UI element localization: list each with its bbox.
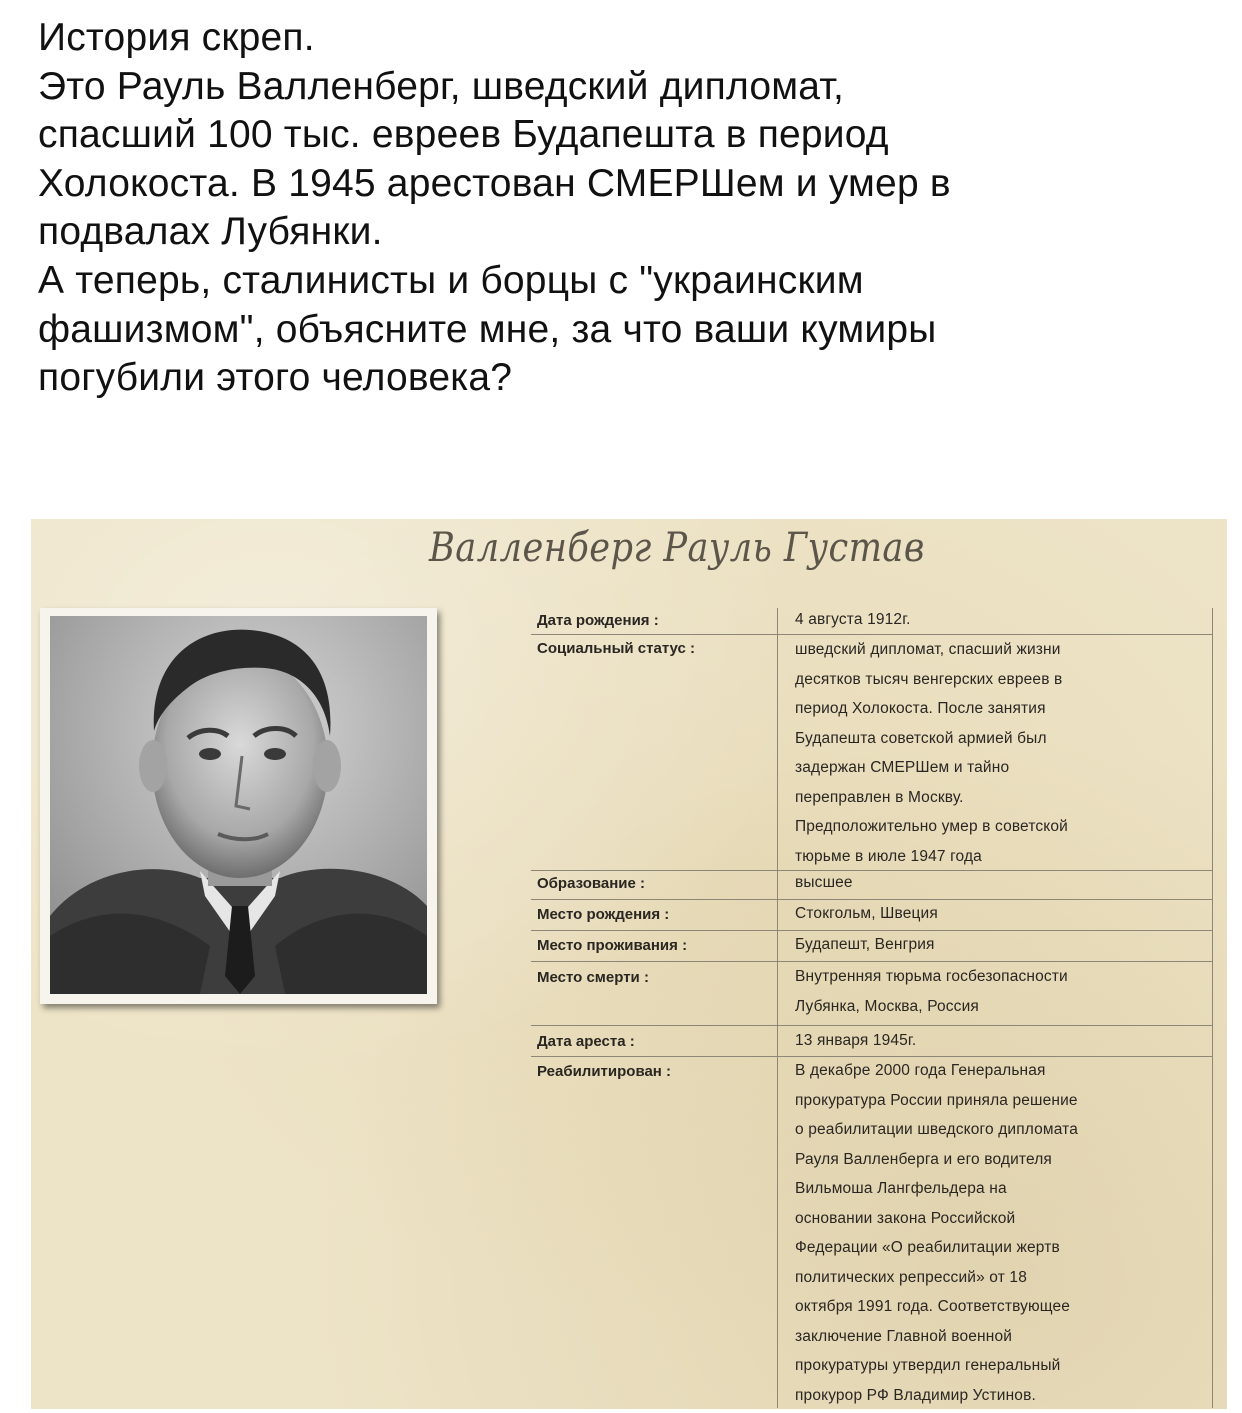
post-line: А теперь, сталинисты и борцы с "украинским (38, 258, 864, 302)
post-line: История скреп. (38, 16, 315, 59)
post-text (38, 14, 1218, 403)
post-line: спасший 100 тыс. евреев Будапешта в период (38, 113, 889, 157)
post-line: погубили этого человека? (38, 356, 513, 400)
post-line: фашизмом", объясните мне, за что ваши кумиры (38, 307, 937, 351)
label-arrest-date: Дата ареста : (537, 1033, 635, 1050)
value-birth-place: Стокгольм, Швеция (795, 905, 938, 922)
label-rehabilitated: Реабилитирован : (537, 1063, 672, 1080)
post-line: Холокоста. В 1945 арестован СМЕРШем и умер в (38, 161, 951, 205)
card-person-name: Валленберг Рауль Густав (429, 525, 925, 571)
value-death-place: Внутренняя тюрьма госбезопасности Лубянка, Москва, Россия (795, 968, 1068, 1015)
value-arrest-date: 13 января 1945г. (795, 1032, 917, 1049)
value-education: высшее (795, 874, 853, 891)
value-residence: Будапешт, Венгрия (795, 936, 935, 953)
value-rehabilitated: В декабре 2000 года Генеральная прокуратура России приняла решение о реабилитации шведского дипломата Рауля Валленберга и его водителя Вильмоша Лангфельдера на основании закона Российской Федерации «О реабилитации жертв политических репрессий» от 18 октября 1991 года. Соответствующее заключение Главной военной прокуратуры утвердил генеральный прокурор РФ Владимир Устинов. (795, 1062, 1078, 1404)
table-divider (1212, 608, 1213, 1408)
post-line: подвалах Лубянки. (38, 210, 383, 254)
label-social-status: Социальный статус : (537, 640, 696, 657)
value-social-status: шведский дипломат, спасший жизни десятков тысяч венгерских евреев в период Холокоста. После занятия Будапешта советской армией был задержан СМЕРШем и тайно переправлен в Москву. Предположительно умер в советской тюрьме в июле 1947 года (795, 641, 1068, 865)
biography-table (31, 519, 1227, 1409)
label-residence: Место проживания : (537, 937, 688, 954)
table-divider (777, 608, 778, 1408)
label-death-place: Место смерти : (537, 969, 649, 986)
value-birth-date: 4 августа 1912г. (795, 611, 911, 628)
biography-card (31, 519, 1227, 1409)
label-birth-date: Дата рождения : (537, 612, 659, 629)
row-separator (531, 870, 1213, 871)
post-line: Это Рауль Валленберг, шведский дипломат, (38, 64, 845, 108)
label-birth-place: Место рождения : (537, 906, 670, 923)
label-education: Образование : (537, 875, 646, 892)
